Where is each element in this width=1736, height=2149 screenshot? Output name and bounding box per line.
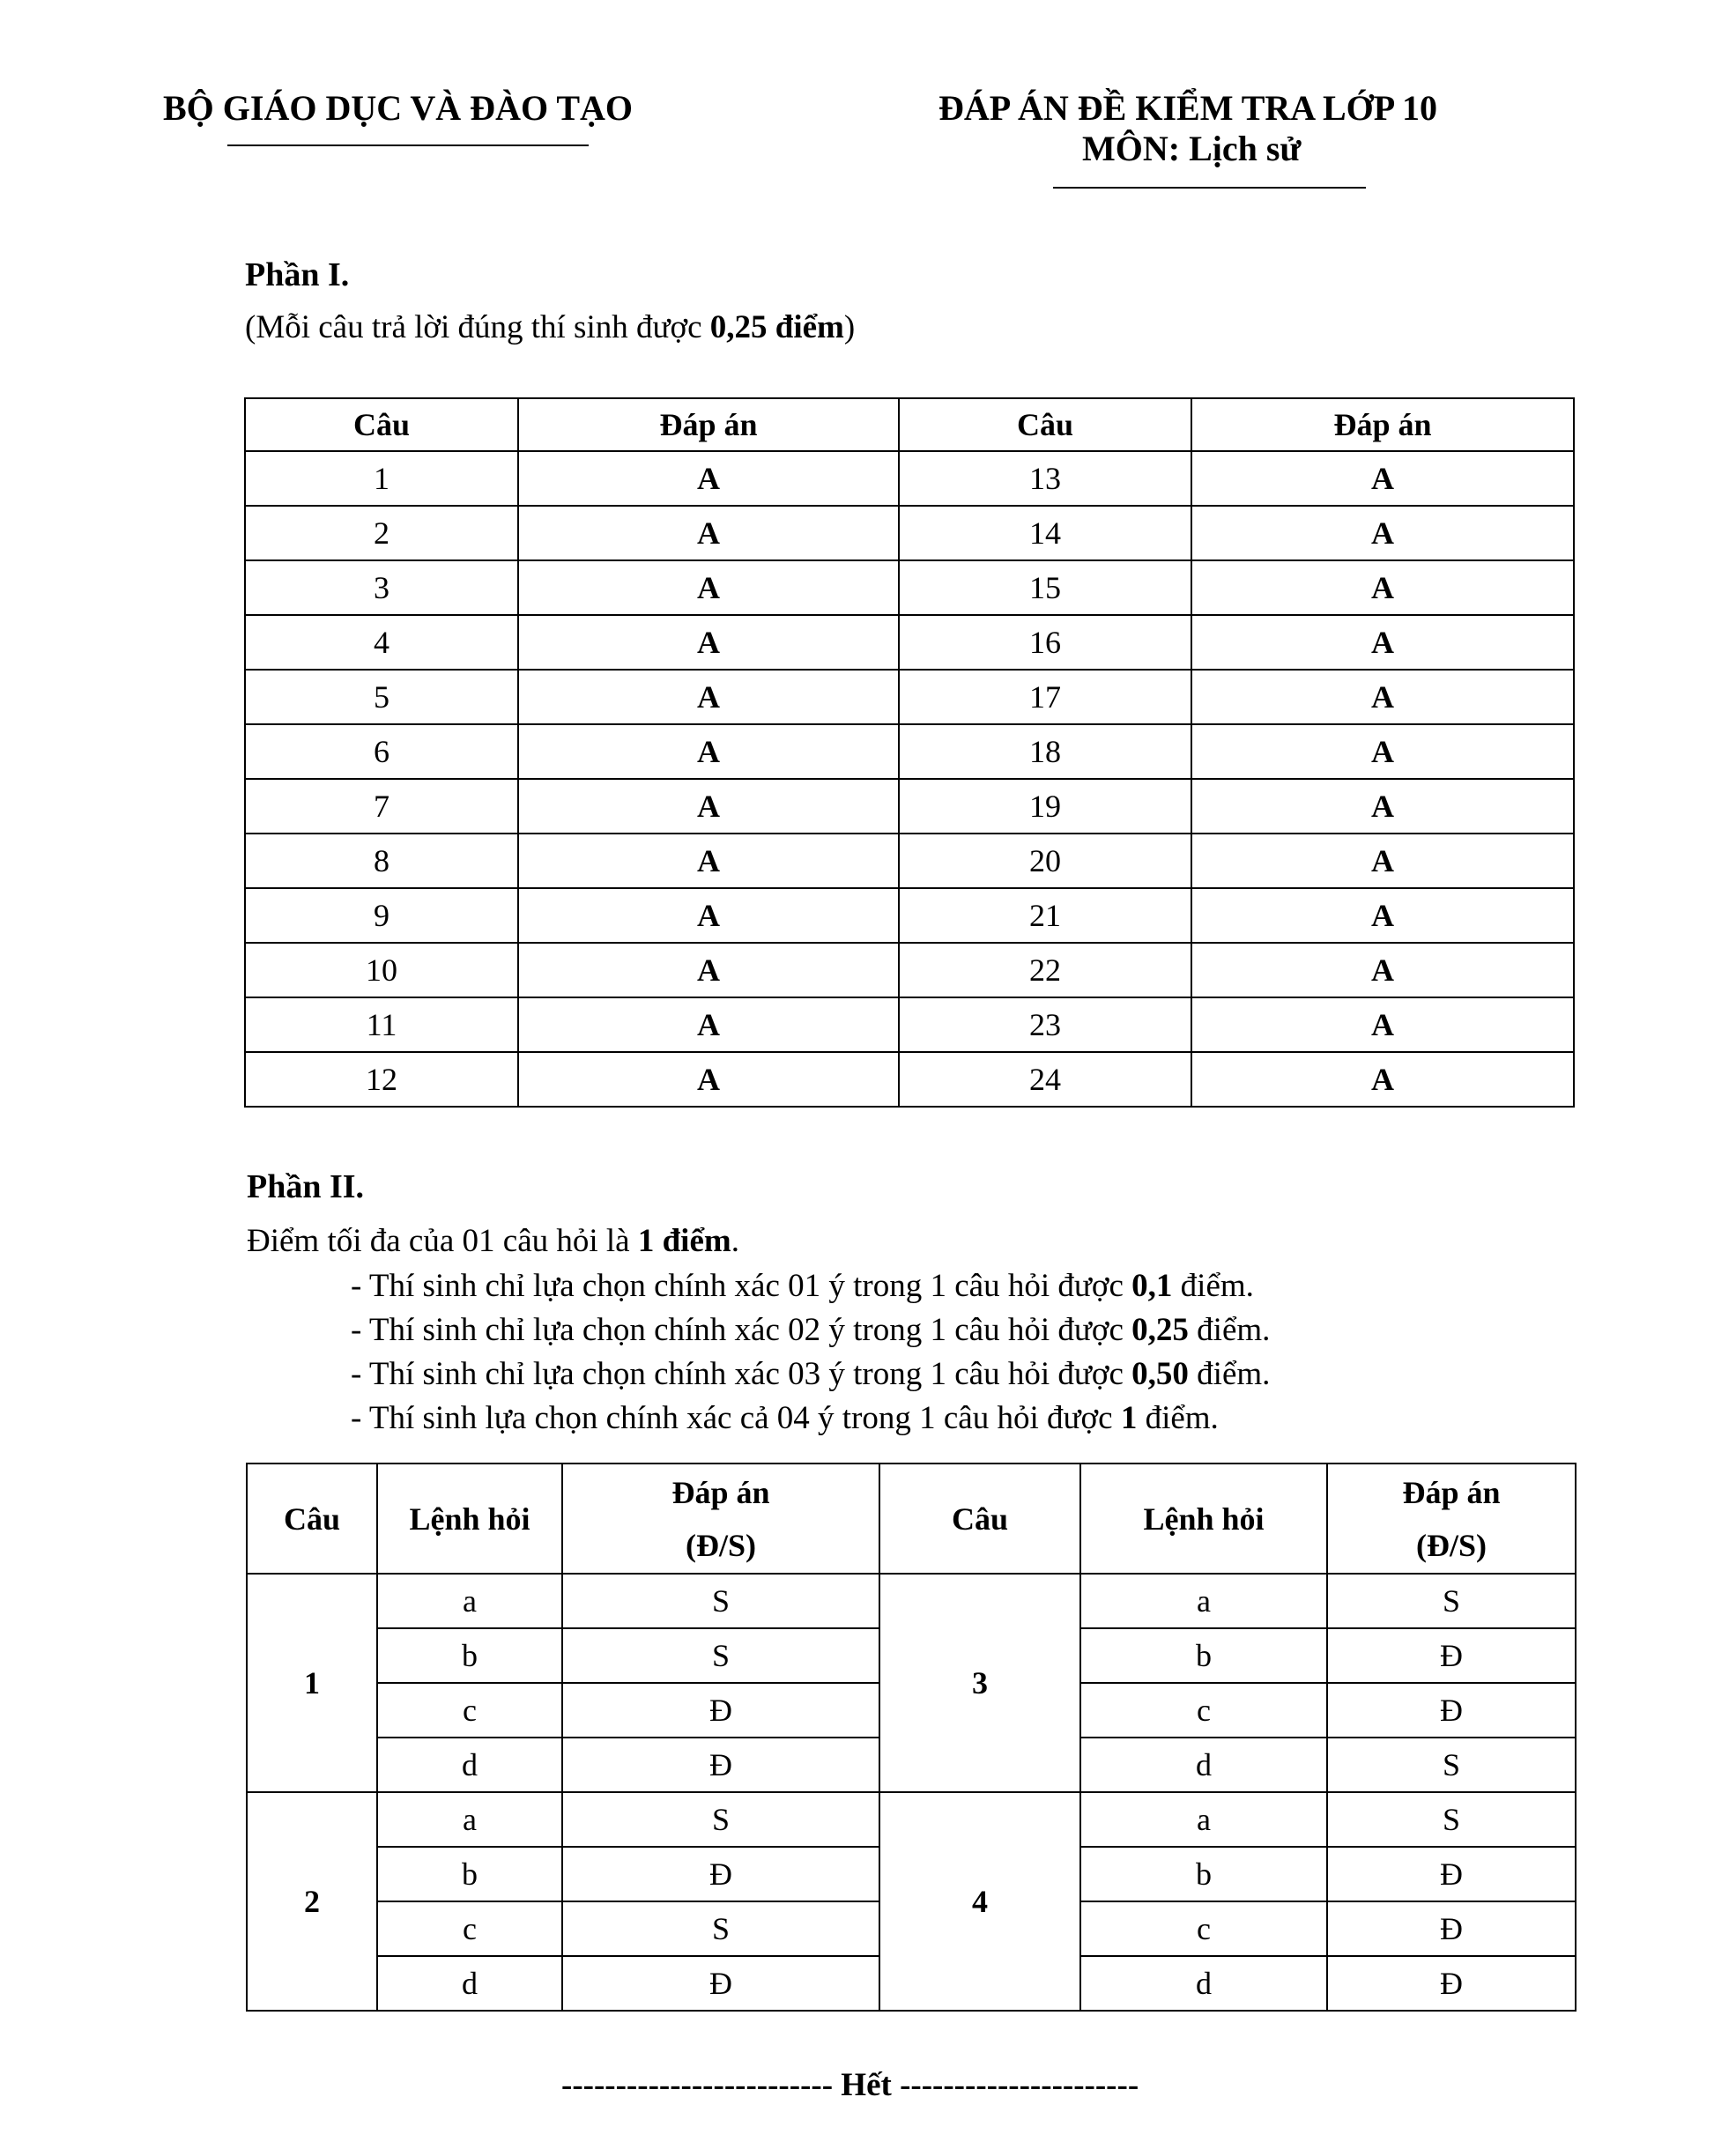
question-number: 23 <box>899 997 1191 1052</box>
question-number: 20 <box>899 834 1191 888</box>
true-false-answer: S <box>1327 1738 1576 1792</box>
table-row <box>245 1052 1574 1107</box>
question-number: 19 <box>899 779 1191 834</box>
header-dap-an-line2: (Đ/S) <box>686 1527 756 1563</box>
header-cau: Câu <box>879 1464 1080 1574</box>
question-number: 1 <box>247 1574 377 1792</box>
answer-cell: A <box>518 943 899 997</box>
end-dashes-right: ---------------------- <box>900 2067 1139 2103</box>
question-number: 17 <box>899 670 1191 724</box>
rule-text: - Thí sinh chỉ lựa chọn chính xác 01 ý trong 1 câu hỏi được <box>351 1268 1132 1304</box>
statement-letter: d <box>1080 1956 1327 2011</box>
answer-cell: A <box>518 834 899 888</box>
statement-letter: a <box>1080 1792 1327 1847</box>
part2-intro <box>247 1222 739 1261</box>
rule-points: 0,25 <box>1131 1312 1189 1348</box>
true-false-answer: S <box>562 1574 879 1628</box>
ministry-underline <box>227 145 589 146</box>
rule-unit: điểm. <box>1137 1400 1219 1436</box>
true-false-answer: Đ <box>1327 1628 1576 1683</box>
statement-letter: b <box>1080 1847 1327 1901</box>
true-false-answer: S <box>1327 1574 1576 1628</box>
statement-letter: d <box>1080 1738 1327 1792</box>
answer-cell: A <box>1191 779 1574 834</box>
part1-note-points: 0,25 điểm <box>709 309 844 345</box>
true-false-answer: Đ <box>562 1683 879 1738</box>
header-lenh-hoi: Lệnh hỏi <box>1080 1464 1327 1574</box>
question-number: 15 <box>899 560 1191 615</box>
header-cau: Câu <box>247 1464 377 1574</box>
answer-cell: A <box>518 451 899 506</box>
header-cau: Câu <box>899 398 1191 451</box>
answer-cell: A <box>1191 560 1574 615</box>
header-dap-an-line2: (Đ/S) <box>1416 1527 1487 1563</box>
question-number: 5 <box>245 670 518 724</box>
answer-cell: A <box>518 997 899 1052</box>
rule-line <box>351 1352 1270 1397</box>
true-false-answer: Đ <box>1327 1847 1576 1901</box>
header-dap-an: Đáp án <box>518 398 899 451</box>
rule-text: - Thí sinh chỉ lựa chọn chính xác 02 ý trong 1 câu hỏi được <box>351 1312 1132 1348</box>
subject-title: MÔN: Lịch sử <box>1082 129 1302 168</box>
rule-unit: điểm. <box>1188 1356 1271 1392</box>
question-number: 3 <box>245 560 518 615</box>
question-number: 1 <box>245 451 518 506</box>
statement-letter: b <box>377 1628 562 1683</box>
statement-letter: a <box>1080 1574 1327 1628</box>
true-false-answer: Đ <box>1327 1683 1576 1738</box>
question-number: 2 <box>245 506 518 560</box>
header-dap-an: Đáp án <box>1191 398 1574 451</box>
rule-line <box>351 1308 1270 1352</box>
table-row <box>245 888 1574 943</box>
rule-unit: điểm. <box>1172 1268 1254 1304</box>
question-number: 9 <box>245 888 518 943</box>
statement-letter: a <box>377 1574 562 1628</box>
true-false-answer: S <box>562 1628 879 1683</box>
true-false-answer: S <box>562 1901 879 1956</box>
question-number: 6 <box>245 724 518 779</box>
rule-text: - Thí sinh lựa chọn chính xác cả 04 ý trong 1 câu hỏi được <box>351 1400 1121 1436</box>
table-row <box>245 560 1574 615</box>
statement-letter: c <box>1080 1683 1327 1738</box>
answer-cell: A <box>1191 888 1574 943</box>
answer-cell: A <box>1191 506 1574 560</box>
part2-rules <box>351 1264 1270 1441</box>
ministry-name: BỘ GIÁO DỤC VÀ ĐÀO TẠO <box>163 88 634 128</box>
question-number: 16 <box>899 615 1191 670</box>
question-number: 11 <box>245 997 518 1052</box>
header-dap-an <box>562 1464 879 1574</box>
answer-cell: A <box>518 779 899 834</box>
question-number: 22 <box>899 943 1191 997</box>
statement-letter: d <box>377 1738 562 1792</box>
end-dashes-left: ------------------------- <box>561 2067 834 2103</box>
question-number: 12 <box>245 1052 518 1107</box>
part2-answer-table <box>246 1463 1576 2012</box>
header-lenh-hoi: Lệnh hỏi <box>377 1464 562 1574</box>
part1-answer-table <box>244 397 1575 1108</box>
statement-letter: d <box>377 1956 562 2011</box>
part2-intro-prefix: Điểm tối đa của 01 câu hỏi là <box>247 1223 638 1259</box>
answer-cell: A <box>1191 1052 1574 1107</box>
rule-points: 1 <box>1120 1400 1138 1436</box>
answer-cell: A <box>1191 670 1574 724</box>
rule-points: 0,1 <box>1131 1268 1173 1304</box>
document-title: ĐÁP ÁN ĐỀ KIỂM TRA LỚP 10 <box>938 88 1437 128</box>
table-row <box>245 615 1574 670</box>
answer-cell: A <box>518 888 899 943</box>
part1-title: Phần I. <box>245 256 350 293</box>
true-false-answer: Đ <box>562 1738 879 1792</box>
true-false-answer: Đ <box>1327 1901 1576 1956</box>
answer-cell: A <box>1191 997 1574 1052</box>
true-false-answer: S <box>1327 1792 1576 1847</box>
statement-letter: c <box>377 1683 562 1738</box>
rule-line <box>351 1264 1270 1308</box>
part2-intro-suffix: . <box>731 1223 739 1259</box>
table-row <box>247 1792 1576 1847</box>
question-number: 18 <box>899 724 1191 779</box>
answer-cell: A <box>518 1052 899 1107</box>
answer-cell: A <box>1191 724 1574 779</box>
question-number: 8 <box>245 834 518 888</box>
question-number: 3 <box>879 1574 1080 1792</box>
header-cau: Câu <box>245 398 518 451</box>
header-dap-an-line1: Đáp án <box>671 1474 770 1510</box>
question-number: 13 <box>899 451 1191 506</box>
table-row <box>245 943 1574 997</box>
answer-cell: A <box>518 615 899 670</box>
question-number: 4 <box>245 615 518 670</box>
question-number: 7 <box>245 779 518 834</box>
true-false-answer: S <box>562 1792 879 1847</box>
answer-cell: A <box>518 506 899 560</box>
question-number: 14 <box>899 506 1191 560</box>
statement-letter: b <box>377 1847 562 1901</box>
end-label: Hết <box>841 2067 892 2103</box>
part1-note-prefix: (Mỗi câu trả lời đúng thí sinh được <box>245 309 710 345</box>
question-number: 21 <box>899 888 1191 943</box>
question-number: 4 <box>879 1792 1080 2011</box>
table-row <box>245 779 1574 834</box>
table-row <box>245 997 1574 1052</box>
rule-unit: điểm. <box>1188 1312 1271 1348</box>
true-false-answer: Đ <box>562 1956 879 2011</box>
part1-note-suffix: ) <box>843 309 856 345</box>
question-number: 24 <box>899 1052 1191 1107</box>
table-row <box>245 834 1574 888</box>
rule-text: - Thí sinh chỉ lựa chọn chính xác 03 ý trong 1 câu hỏi được <box>351 1356 1132 1392</box>
part2-title: Phần II. <box>247 1168 365 1205</box>
part1-note <box>245 308 855 347</box>
statement-letter: a <box>377 1792 562 1847</box>
table-row <box>245 670 1574 724</box>
table-row <box>245 724 1574 779</box>
subject-underline <box>1053 187 1366 189</box>
rule-line <box>351 1397 1270 1441</box>
end-marker <box>561 2066 1139 2104</box>
table-row <box>245 451 1574 506</box>
answer-cell: A <box>1191 943 1574 997</box>
true-false-answer: Đ <box>1327 1956 1576 2011</box>
table-row <box>247 1574 1576 1628</box>
statement-letter: c <box>377 1901 562 1956</box>
part2-intro-points: 1 điểm <box>637 1223 731 1259</box>
question-number: 2 <box>247 1792 377 2011</box>
question-number: 10 <box>245 943 518 997</box>
table-row <box>245 506 1574 560</box>
rule-points: 0,50 <box>1131 1356 1189 1392</box>
true-false-answer: Đ <box>562 1847 879 1901</box>
answer-cell: A <box>518 670 899 724</box>
answer-cell: A <box>1191 451 1574 506</box>
answer-cell: A <box>518 560 899 615</box>
statement-letter: b <box>1080 1628 1327 1683</box>
answer-cell: A <box>1191 834 1574 888</box>
answer-cell: A <box>1191 615 1574 670</box>
header-dap-an-line1: Đáp án <box>1402 1474 1501 1510</box>
statement-letter: c <box>1080 1901 1327 1956</box>
header-dap-an <box>1327 1464 1576 1574</box>
answer-cell: A <box>518 724 899 779</box>
